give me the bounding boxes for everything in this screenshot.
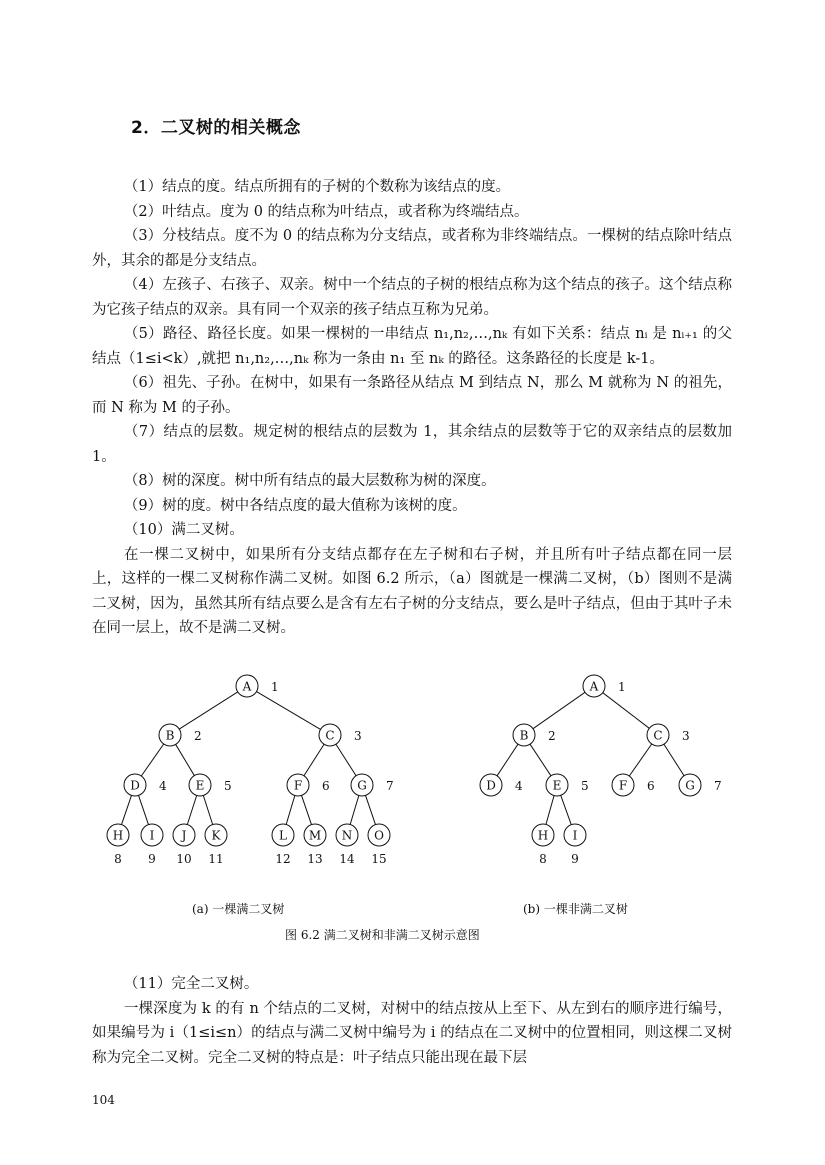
paragraph-full-tree: 在一棵二叉树中，如果所有分支结点都存在左子树和右子树，并且所有叶子结点都在同一层上，这样的一棵二叉树称作满二叉树。如图 6.2 所示，（a）图就是一棵满二叉树，（b）图则不是满二叉树，因为，虽然其所有结点要么是含有左右子树的分支结点，要么是叶子结点，但由于其叶子未在同一层上，故不是满二叉树。 xyxy=(92,546,732,636)
tree-b-edge xyxy=(603,693,650,729)
tree-a-edge xyxy=(141,744,163,776)
tree-a-edge xyxy=(122,795,132,824)
tree-a-node-K xyxy=(205,824,227,866)
paragraph-complete-tree: 一棵深度为 k 的有 n 个结点的二叉树，对树中的结点按从上至下、从左到右的顺序进行编号，如果编号为 i（1≤i≤n）的结点与满二叉树中编号为 i 的结点在二叉树中的位置相同，则这棵二叉树称为完全二叉树。完全二叉树的特点是：叶子结点只能出现在最下层 xyxy=(92,1000,732,1066)
paragraph-level: （7）结点的层数。规定树的根结点的层数为 1，其余结点的层数等于它的双亲结点的层数加 1。 xyxy=(92,424,732,465)
node-number: 5 xyxy=(224,779,232,793)
tree-a-edge xyxy=(203,795,212,824)
tree-a-edge xyxy=(176,744,195,775)
node-number: 10 xyxy=(176,852,192,866)
paragraph-leaf: （2）叶结点。度为 0 的结点称为叶结点，或者称为终端结点。 xyxy=(123,203,529,220)
tree-b-edge xyxy=(530,744,551,776)
tree-a-node-C xyxy=(319,724,362,746)
caption-tree-a: (a) 一棵满二叉树 xyxy=(192,902,285,916)
tree-a-edge xyxy=(179,692,237,729)
tree-b-node-F xyxy=(612,774,655,796)
node-label: E xyxy=(552,778,562,793)
caption-tree-b: (b) 一棵非满二叉树 xyxy=(523,902,628,916)
tree-a-node-G xyxy=(351,774,394,796)
node-number: 14 xyxy=(339,852,355,866)
node-number: 6 xyxy=(647,779,655,793)
paragraph-degree: （1）结点的度。结点所拥有的子树的个数称为该结点的度。 xyxy=(123,179,511,195)
tree-a-node-I xyxy=(141,824,163,866)
tree-a-edge xyxy=(256,692,320,730)
node-number: 7 xyxy=(386,779,394,793)
node-label: L xyxy=(279,828,287,843)
tree-a-node-B xyxy=(159,724,202,746)
node-label: A xyxy=(589,679,599,694)
tree-b-node-I xyxy=(564,824,586,866)
tree-b-edge xyxy=(533,692,585,728)
node-label: I xyxy=(572,828,578,843)
node-label: N xyxy=(341,828,353,843)
tree-a-edge xyxy=(304,744,324,775)
node-label: E xyxy=(195,778,205,793)
tree-a-edge xyxy=(139,795,149,824)
node-label: D xyxy=(486,778,496,793)
node-label: G xyxy=(357,778,367,793)
section-title: 2．二叉树的相关概念 xyxy=(131,118,301,138)
node-number: 11 xyxy=(208,852,224,866)
figure-6-2 xyxy=(0,665,825,965)
tree-a-node-O xyxy=(368,824,390,866)
node-number: 12 xyxy=(275,852,291,866)
body-text-continued xyxy=(92,972,732,1070)
node-number: 4 xyxy=(159,779,167,793)
tree-b-edge xyxy=(664,744,684,775)
paragraph-tree-degree: （9）树的度。树中各结点度的最大值称为该树的度。 xyxy=(123,497,467,514)
paragraph-complete-tree-heading: （11）完全二叉树。 xyxy=(123,976,259,992)
tree-b-node-D xyxy=(480,774,523,796)
node-number: 8 xyxy=(539,852,547,866)
tree-a-node-D xyxy=(124,774,167,796)
node-label: C xyxy=(325,728,335,743)
node-label: C xyxy=(653,728,663,743)
node-number: 1 xyxy=(618,680,626,694)
tree-b-node-G xyxy=(679,774,722,796)
paragraph-path: （5）路径、路径长度。如果一棵树的一串结点 n₁,n₂,…,nₖ 有如下关系：结点 nᵢ 是 nᵢ₊₁ 的父结点（1≤i<k）,就把 n₁,n₂,…,nₖ 称为一条由 n₁ 至 nₖ 的路径。这条路径的长度是 k-1。 xyxy=(92,326,732,367)
node-number: 4 xyxy=(515,779,523,793)
tree-a-node-A xyxy=(236,675,279,697)
node-label: F xyxy=(618,778,628,793)
node-label: J xyxy=(181,828,187,843)
tree-a-node-N xyxy=(336,824,358,866)
body-text xyxy=(92,175,732,641)
tree-a-node-L xyxy=(272,824,294,866)
binary-tree-diagrams xyxy=(0,665,825,895)
node-number: 2 xyxy=(194,729,202,743)
tree-a-edge xyxy=(350,796,359,825)
tree-a-edge xyxy=(286,796,295,825)
node-number: 9 xyxy=(571,852,579,866)
node-number: 3 xyxy=(354,729,362,743)
node-label: B xyxy=(165,728,175,743)
node-number: 5 xyxy=(581,779,589,793)
node-number: 7 xyxy=(714,779,722,793)
tree-b-edge xyxy=(546,796,554,825)
tree-b-edge xyxy=(561,795,572,824)
tree-a-node-M xyxy=(304,824,326,866)
node-label: M xyxy=(308,828,322,843)
tree-a-node-J xyxy=(173,824,195,866)
tree-b-node-C xyxy=(647,724,690,746)
node-number: 6 xyxy=(322,779,330,793)
tree-a-edge xyxy=(187,795,196,824)
page-number: 104 xyxy=(92,1093,115,1107)
tree-a-node-H xyxy=(107,824,129,866)
node-label: O xyxy=(374,828,384,843)
tree-a-node-F xyxy=(287,774,330,796)
tree-a-edge xyxy=(366,795,376,824)
tree-a-edge xyxy=(336,744,356,775)
paragraph-full-tree-heading: （10）满二叉树。 xyxy=(123,522,244,538)
node-label: H xyxy=(537,828,549,843)
node-label: I xyxy=(149,828,155,843)
node-label: F xyxy=(293,778,303,793)
node-label: K xyxy=(211,828,221,843)
tree-b-node-E xyxy=(546,774,589,796)
node-number: 8 xyxy=(114,852,122,866)
paragraph-depth: （8）树的深度。树中所有结点的最大层数称为树的深度。 xyxy=(123,473,496,489)
node-label: B xyxy=(519,728,529,743)
node-label: D xyxy=(130,778,140,793)
tree-a-node-E xyxy=(189,774,232,796)
tree-b-edge xyxy=(497,744,518,776)
paragraph-children: （4）左孩子、右孩子、双亲。树中一个结点的子树的根结点称为这个结点的孩子。这个结点称为它孩子结点的双亲。具有同一个双亲的孩子结点互称为兄弟。 xyxy=(92,277,732,318)
paragraph-ancestor: （6）祖先、子孙。在树中，如果有一条路径从结点 M 到结点 N，那么 M 就称为 N 的祖先，而 N 称为 M 的子孙。 xyxy=(92,375,732,416)
tree-b-edge xyxy=(629,744,651,776)
node-number: 2 xyxy=(548,729,556,743)
tree-b-node-H xyxy=(532,824,554,866)
paragraph-branch: （3）分枝结点。度不为 0 的结点称为分支结点，或者称为非终端结点。一棵树的结点除叶结点外，其余的都是分支结点。 xyxy=(92,228,732,269)
node-number: 15 xyxy=(371,852,387,866)
node-number: 3 xyxy=(682,729,690,743)
node-number: 9 xyxy=(148,852,156,866)
node-number: 1 xyxy=(271,680,279,694)
node-label: H xyxy=(112,828,124,843)
node-number: 13 xyxy=(307,852,323,866)
node-label: A xyxy=(242,679,252,694)
node-label: G xyxy=(685,778,695,793)
tree-a-edge xyxy=(302,795,312,824)
figure-caption: 图 6.2 满二叉树和非满二叉树示意图 xyxy=(285,928,480,942)
